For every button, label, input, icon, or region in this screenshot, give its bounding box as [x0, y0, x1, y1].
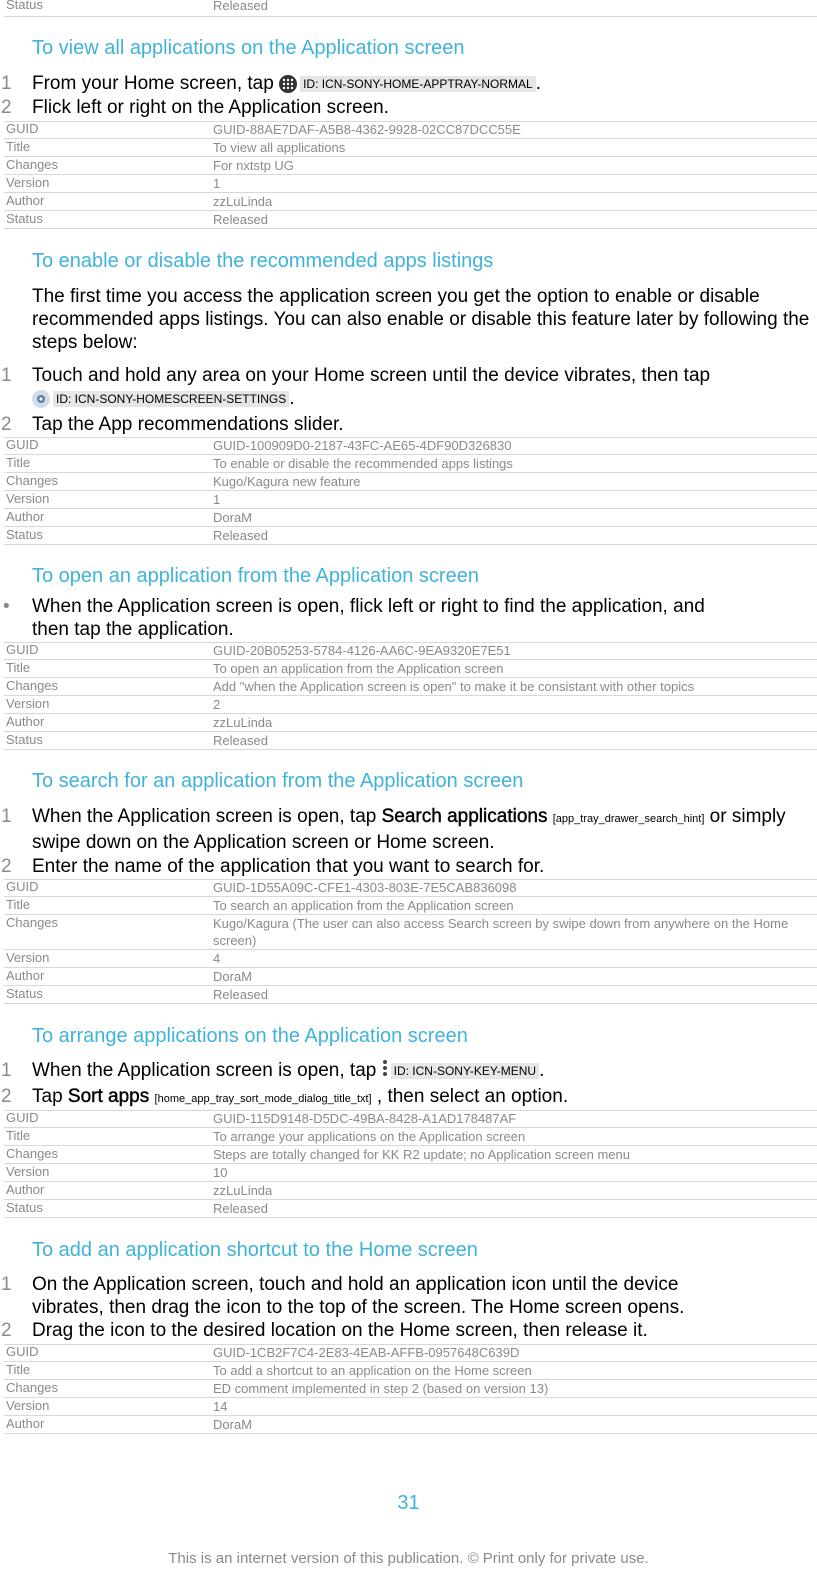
- metadata-row: [4, 1362, 817, 1380]
- metadata-row: [4, 193, 817, 211]
- metadata-row: [4, 455, 817, 473]
- step-number: 1: [1, 806, 12, 827]
- step-text-pre: When the Application screen is open, tap: [32, 1060, 377, 1082]
- metadata-key: Status: [6, 986, 43, 1001]
- metadata-value: Released: [213, 0, 268, 13]
- metadata-row: [4, 139, 817, 157]
- metadata-key: Author: [6, 1182, 45, 1197]
- metadata-value: To add a shortcut to an application on the Home screen: [213, 1363, 532, 1378]
- step-text: [32, 72, 811, 95]
- settings-icon: [32, 390, 50, 408]
- resource-id: [app_tray_drawer_search_hint]: [552, 813, 705, 825]
- metadata-row: [4, 950, 817, 968]
- metadata-key: Version: [6, 175, 50, 190]
- metadata-row: [4, 1110, 817, 1128]
- metadata-key: Status: [6, 211, 43, 226]
- step-text-pre: From your Home screen, tap: [32, 73, 274, 94]
- metadata-row: [4, 714, 817, 732]
- metadata-key: Changes: [6, 157, 59, 172]
- metadata-row: [4, 527, 817, 545]
- metadata-row: [4, 1182, 817, 1200]
- step-number: 2: [1, 1320, 12, 1341]
- step-text-pre: Touch and hold any area on your Home screen until the device vibrates, then tap: [32, 365, 711, 386]
- metadata-row: [4, 1416, 817, 1434]
- metadata-value: To open an application from the Application screen: [213, 661, 504, 676]
- metadata-row: [4, 121, 817, 139]
- metadata-row: [4, 175, 817, 193]
- key-menu-icon-placeholder: [382, 1059, 539, 1083]
- step-text: [32, 1059, 811, 1083]
- metadata-table-top: [4, 0, 817, 17]
- bullet: •: [3, 596, 10, 617]
- apptray-icon: [279, 75, 297, 93]
- step-text: [32, 805, 811, 854]
- metadata-row: [4, 696, 817, 714]
- step-text: [32, 364, 811, 410]
- metadata-key: Author: [6, 193, 45, 208]
- metadata-row: [4, 1164, 817, 1182]
- metadata-key: Title: [6, 897, 31, 912]
- step-text: When the Application screen is open, flick left or right to find the application, and then tap the application.: [32, 596, 705, 640]
- metadata-row: [4, 642, 817, 660]
- metadata-key: Changes: [6, 1146, 59, 1161]
- metadata-value: 14: [213, 1399, 228, 1414]
- metadata-value: Add "when the Application screen is open" to make it be consistant with other topics: [213, 679, 695, 694]
- metadata-key: Title: [6, 1362, 31, 1377]
- metadata-value: GUID-88AE7DAF-A5B8-4362-9928-02CC87DCC55E: [213, 122, 521, 137]
- overflow-menu-icon: [382, 1059, 388, 1083]
- metadata-key: GUID: [6, 1344, 39, 1359]
- metadata-key: Status: [6, 732, 43, 747]
- metadata-value: 10: [213, 1165, 228, 1180]
- step-number: 2: [1, 414, 12, 435]
- metadata-value: 4: [213, 951, 221, 966]
- step-text: Drag the icon to the desired location on the Home screen, then release it.: [32, 1320, 648, 1341]
- metadata-key: Title: [6, 455, 31, 470]
- metadata-key: Status: [6, 527, 43, 542]
- metadata-key: Version: [6, 696, 50, 711]
- footer-notice: This is an internet version of this publication. © Print only for private use.: [168, 1550, 649, 1567]
- metadata-row: [4, 1398, 817, 1416]
- step-number: 1: [1, 1060, 12, 1081]
- metadata-value: GUID-115D9148-D5DC-49BA-8428-A1AD178487AF: [213, 1111, 517, 1126]
- metadata-value: Released: [213, 1201, 268, 1216]
- step-text: Enter the name of the application that you want to search for.: [32, 856, 545, 877]
- metadata-value: zzLuLinda: [213, 1183, 273, 1198]
- metadata-value: DoraM: [213, 969, 253, 984]
- metadata-row: [4, 660, 817, 678]
- metadata-key: Changes: [6, 678, 59, 693]
- metadata-value: Kugo/Kagura (The user can also access Search screen by swipe down from anywhere on the Home screen): [213, 916, 789, 948]
- metadata-value: GUID-1D55A09C-CFE1-4303-803E-7E5CAB836098: [213, 880, 517, 895]
- metadata-key: Status: [6, 0, 43, 12]
- step-number: 1: [1, 73, 12, 94]
- metadata-value: Released: [213, 733, 268, 748]
- step-number: 2: [1, 1086, 12, 1107]
- metadata-row: [4, 1146, 817, 1164]
- metadata-key: Author: [6, 509, 45, 524]
- metadata-value: Released: [213, 212, 268, 227]
- apptray-icon-placeholder: [279, 75, 536, 93]
- metadata-row: [4, 732, 817, 750]
- page-number: 31: [397, 1492, 420, 1514]
- metadata-key: GUID: [6, 642, 39, 657]
- metadata-row: [4, 1200, 817, 1218]
- metadata-key: GUID: [6, 437, 39, 452]
- metadata-value: 1: [213, 492, 221, 507]
- metadata-value: Released: [213, 987, 268, 1002]
- icon-id-label: ID: ICN-SONY-HOME-APPTRAY-NORMAL: [300, 76, 536, 92]
- metadata-value: Released: [213, 528, 268, 543]
- metadata-value: Kugo/Kagura new feature: [213, 474, 361, 489]
- metadata-key: Title: [6, 139, 31, 154]
- step-text-post: .: [289, 388, 295, 409]
- icon-id-label: ID: ICN-SONY-KEY-MENU: [391, 1063, 539, 1079]
- step-text-post: .: [535, 73, 541, 94]
- step-text-pre: When the Application screen is open, tap: [32, 806, 377, 827]
- step-text: On the Application screen, touch and hold an application icon until the device vibrates, then drag the icon to the top of the screen. The Home screen opens.: [32, 1274, 685, 1318]
- step-text-post: or simply swipe down on the Application screen or Home screen.: [32, 806, 786, 853]
- metadata-key: Changes: [6, 1380, 59, 1395]
- metadata-key: Title: [6, 660, 31, 675]
- metadata-row: [4, 509, 817, 527]
- metadata-row: [4, 491, 817, 509]
- metadata-value: zzLuLinda: [213, 715, 273, 730]
- section-heading: To open an application from the Application screen: [32, 565, 479, 587]
- metadata-row: [4, 879, 817, 897]
- metadata-value: zzLuLinda: [213, 194, 273, 209]
- metadata-key: Version: [6, 1164, 50, 1179]
- step-text-post: , then select an option.: [376, 1086, 569, 1107]
- metadata-value: For nxtstp UG: [213, 158, 294, 173]
- metadata-key: Author: [6, 1416, 45, 1431]
- metadata-row: [4, 0, 817, 17]
- metadata-key: Version: [6, 491, 50, 506]
- step-text-post: .: [539, 1060, 545, 1082]
- metadata-value: To arrange your applications on the Application screen: [213, 1129, 526, 1144]
- resource-id: [home_app_tray_sort_mode_dialog_title_txt]: [154, 1093, 372, 1105]
- step-number: 1: [1, 365, 12, 386]
- metadata-row: [4, 986, 817, 1004]
- step-number: 1: [1, 1274, 12, 1295]
- metadata-value: 2: [213, 697, 221, 712]
- metadata-key: Version: [6, 1398, 50, 1413]
- metadata-key: Author: [6, 714, 45, 729]
- section-heading: To arrange applications on the Application screen: [32, 1025, 468, 1047]
- section-heading: To view all applications on the Application screen: [32, 37, 465, 59]
- intro-paragraph: The first time you access the application screen you get the option to enable or disable recommended apps listings. You can also enable or disable this feature later by following the steps below:: [32, 286, 810, 353]
- metadata-value: To enable or disable the recommended apps listings: [213, 456, 513, 471]
- metadata-value: DoraM: [213, 510, 253, 525]
- step-text: Flick left or right on the Application screen.: [32, 97, 389, 118]
- metadata-key: Changes: [6, 473, 59, 488]
- step-number: 2: [1, 97, 12, 118]
- metadata-value: GUID-100909D0-2187-43FC-AE65-4DF90D326830: [213, 438, 512, 453]
- metadata-key: GUID: [6, 879, 39, 894]
- metadata-key: Title: [6, 1128, 31, 1143]
- metadata-row: [4, 678, 817, 696]
- section-heading: To add an application shortcut to the Home screen: [32, 1239, 478, 1261]
- metadata-value: Steps are totally changed for KK R2 update; no Application screen menu: [213, 1147, 630, 1162]
- ui-string: Sort apps: [67, 1086, 150, 1107]
- ui-string: Search applications: [381, 806, 548, 827]
- metadata-value: To search an application from the Application screen: [213, 898, 514, 913]
- section-heading: To search for an application from the Application screen: [32, 770, 524, 792]
- metadata-row: [4, 1128, 817, 1146]
- section-heading: To enable or disable the recommended apps listings: [32, 250, 494, 272]
- metadata-row: [4, 968, 817, 986]
- metadata-value: GUID-20B05253-5784-4126-AA6C-9EA9320E7E51: [213, 643, 511, 658]
- metadata-value: DoraM: [213, 1417, 253, 1432]
- icon-id-label: ID: ICN-SONY-HOMESCREEN-SETTINGS: [53, 391, 289, 407]
- metadata-value: ED comment implemented in step 2 (based on version 13): [213, 1381, 549, 1396]
- metadata-key: GUID: [6, 1110, 39, 1125]
- metadata-row: [4, 915, 817, 950]
- metadata-row: [4, 437, 817, 455]
- metadata-key: Changes: [6, 915, 59, 930]
- homescreen-settings-icon-placeholder: [32, 390, 289, 408]
- metadata-value: GUID-1CB2F7C4-2E83-4EAB-AFFB-0957648C639D: [213, 1345, 520, 1360]
- metadata-row: [4, 473, 817, 491]
- metadata-row: [4, 157, 817, 175]
- metadata-key: Status: [6, 1200, 43, 1215]
- metadata-row: [4, 897, 817, 915]
- step-number: 2: [1, 856, 12, 877]
- step-text: [32, 1085, 811, 1111]
- metadata-value: To view all applications: [213, 140, 346, 155]
- metadata-row: [4, 1380, 817, 1398]
- metadata-key: Version: [6, 950, 50, 965]
- metadata-row: [4, 211, 817, 229]
- step-text: Tap the App recommendations slider.: [32, 414, 344, 435]
- metadata-key: GUID: [6, 121, 39, 136]
- metadata-key: Author: [6, 968, 45, 983]
- step-text-pre: Tap: [32, 1086, 63, 1107]
- metadata-row: [4, 1344, 817, 1362]
- metadata-value: 1: [213, 176, 221, 191]
